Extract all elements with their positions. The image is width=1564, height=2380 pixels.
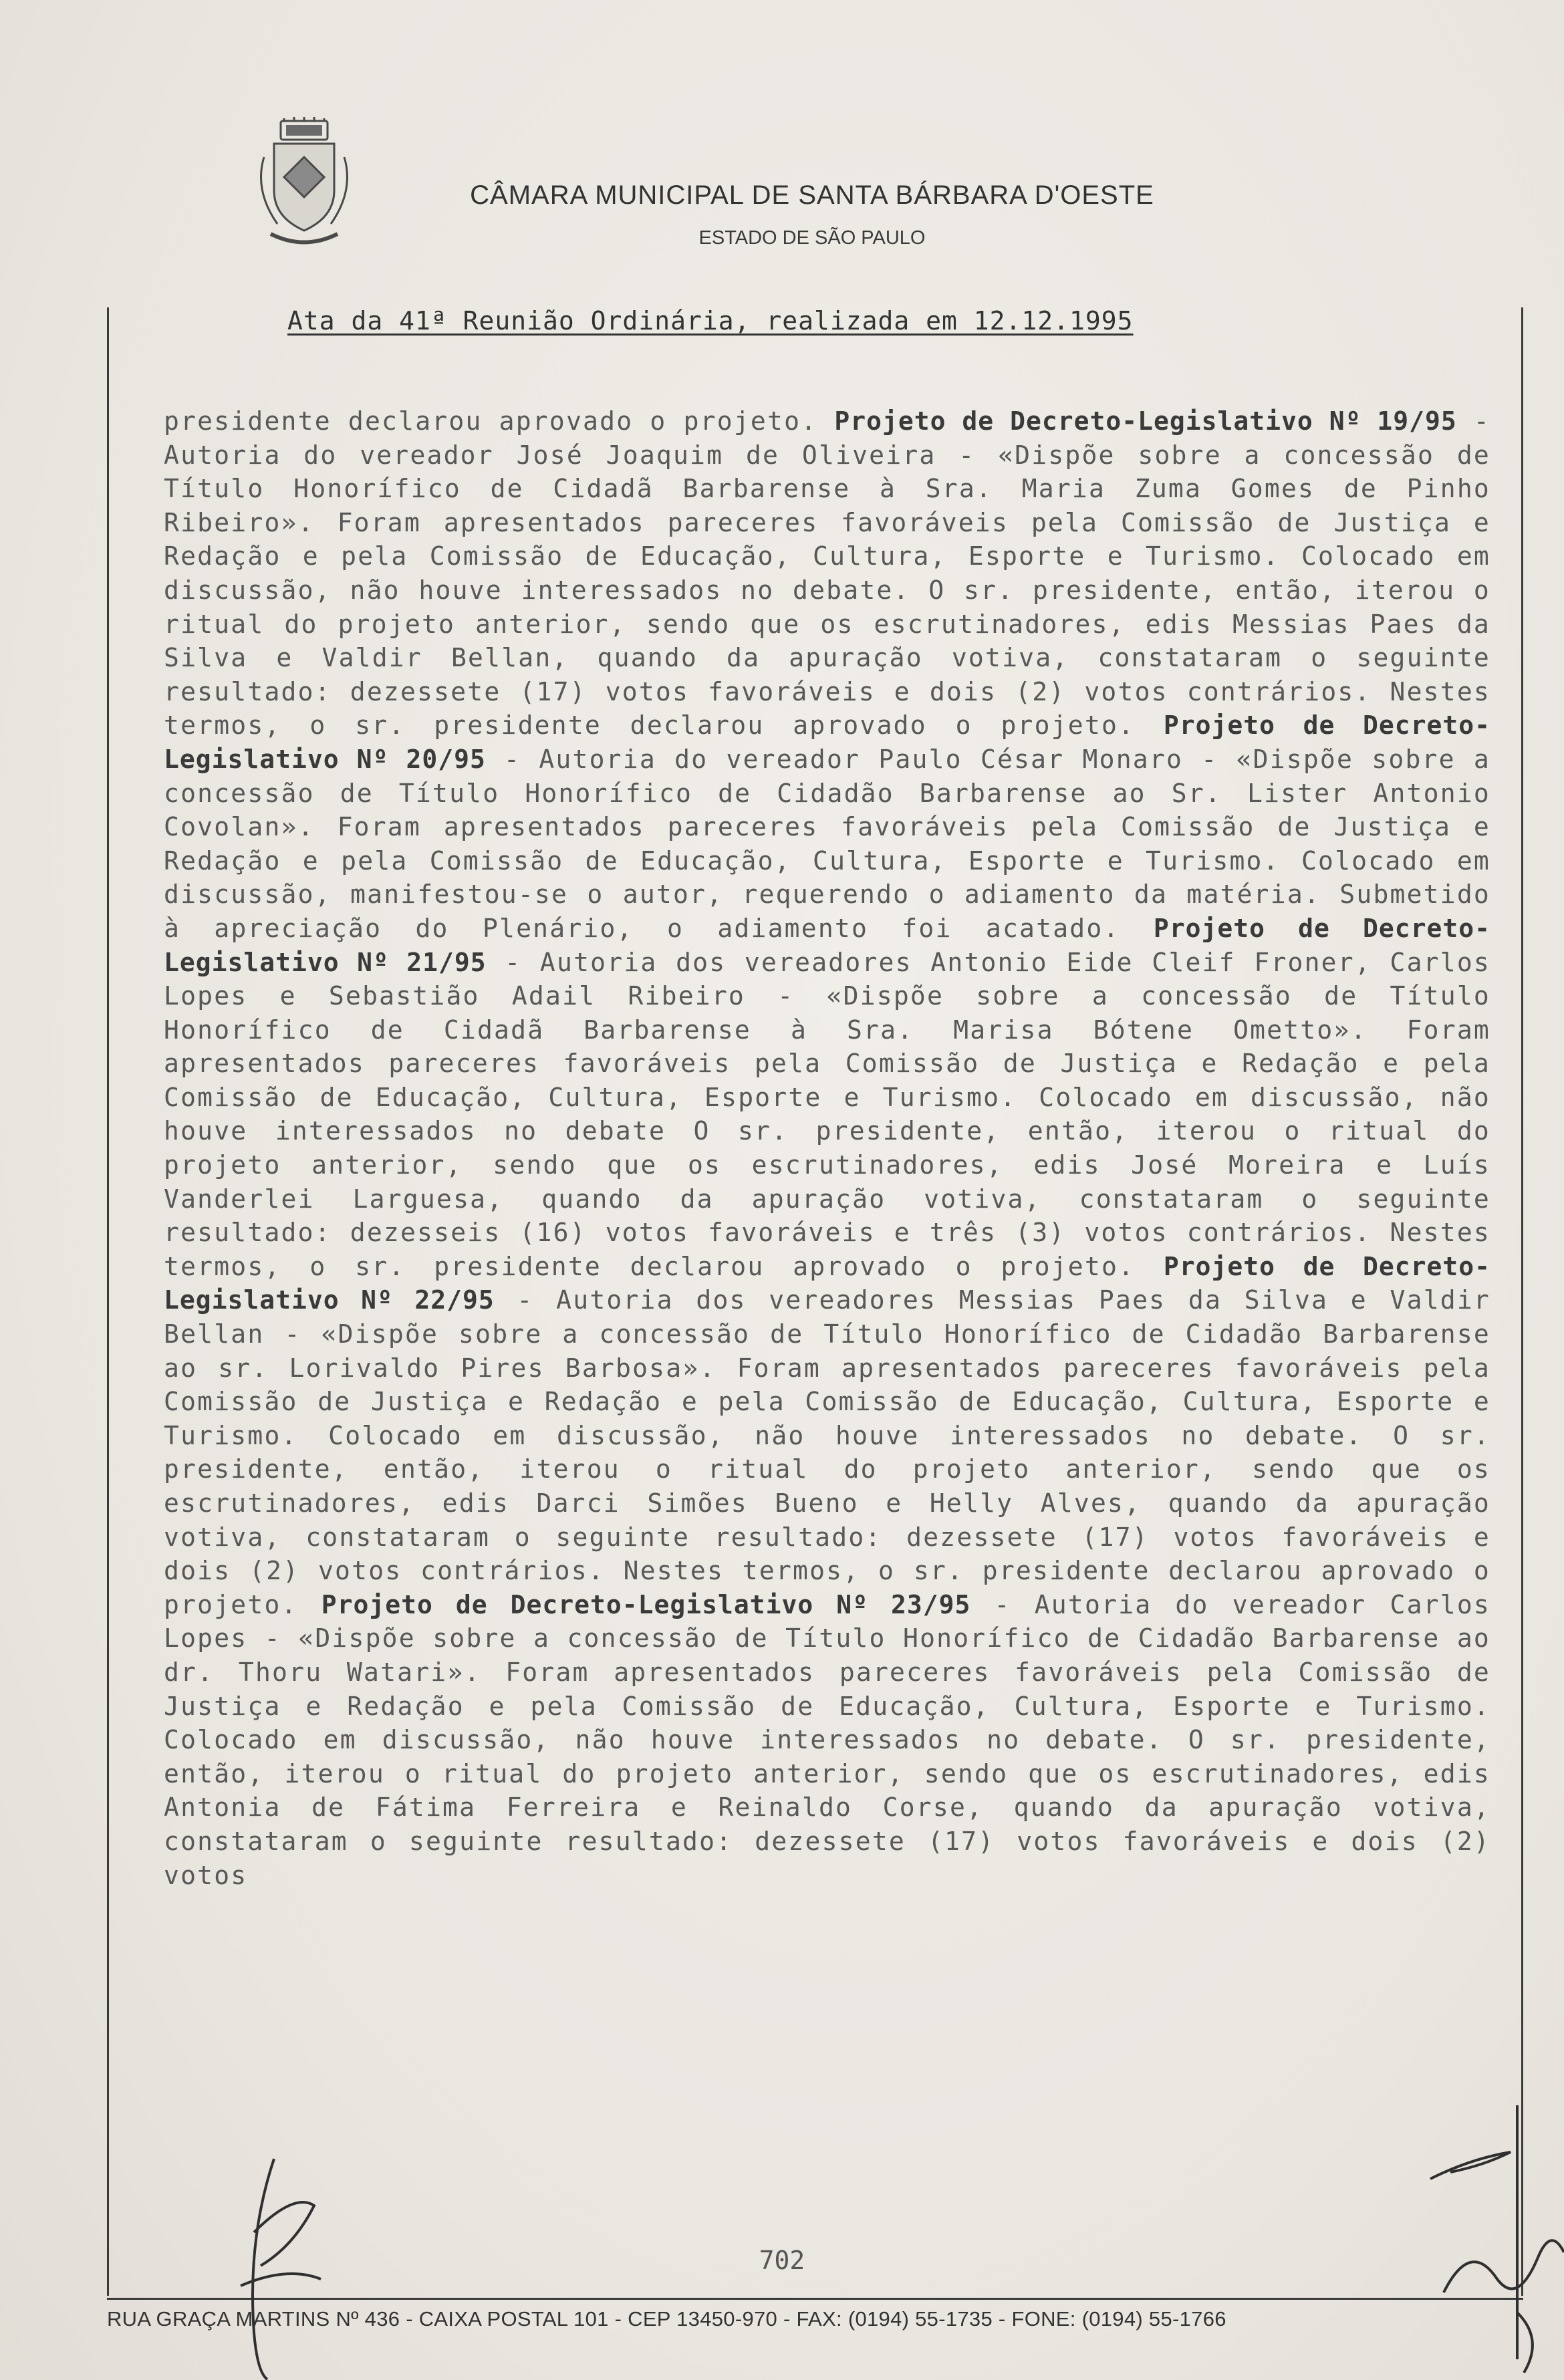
bill-heading: Projeto de Decreto-Legislativo Nº 22/95 [164,1251,1490,1315]
bill-heading: Projeto de Decreto-Legislativo Nº 20/95 [164,710,1490,774]
document-title: Ata da 41ª Reunião Ordinária, realizada em 12.12.1995 [287,306,1134,336]
bill-heading: Projeto de Decreto-Legislativo Nº 23/95 [321,1589,971,1619]
state-name: ESTADO DE SÃO PAULO [698,227,926,249]
page-number: 702 [759,2246,805,2275]
minutes-text: - Autoria dos vereadores Messias Paes da Silva e Valdir Bellan - «Dispõe sobre a concessão de Título Honorífico de Cidadão Barbarense ao sr. Lorivaldo Pires Barbosa». Foram apresentados pareceres favoráveis pela Comissão de Justiça e Redação e pela Comissão de Educação, Cultura, Esporte e Turismo. Colocado em discussão, não houve interessados no debate. O sr. presidente, então, iterou o ritual do projeto anterior, sendo que os escrutinadores, edis Darci Simões Bueno e Helly Alves, quando da apuração votiva, constataram o seguinte resultado: dezessete (17) votos favoráveis e dois (2) votos contrários. Nestes termos, o sr. presidente declarou aprovado o projeto. [164,1285,1490,1619]
institution-name: CÂMARA MUNICIPAL DE SANTA BÁRBARA D'OESTE [470,180,1154,210]
minutes-text: - Autoria do vereador Paulo César Monaro - «Dispõe sobre a concessão de Título Honorífico de Cidadão Barbarense ao Sr. Lister Antonio Covolan». Foram apresentados pareceres favoráveis pela Comissão de Justiça e Redação e pela Comissão de Educação, Cultura, Esporte e Turismo. Colocado em discussão, manifestou-se o autor, requerendo o adiamento da matéria. Submetido à apreciação do Plenário, o adiamento foi acatado. [164,744,1490,943]
footer-address: RUA GRAÇA MARTINS Nº 436 - CAIXA POSTAL 101 - CEP 13450-970 - FAX: (0194) 55-1735 - FONE: (0194) 55-1766 [107,2307,1226,2331]
minutes-text: presidente declarou aprovado o projeto. [164,406,835,436]
minutes-text: - Autoria dos vereadores Antonio Eide Cleif Froner, Carlos Lopes e Sebastião Adail Ribeiro - «Dispõe sobre a concessão de Título Honorífico de Cidadã Barbarense à Sra. Marisa Bótene Ometto». Foram apresentados pareceres favoráveis pela Comissão de Justiça e Redação e pela Comissão de Educação, Cultura, Esporte e Turismo. Colocado em discussão, não houve interessados no debate O sr. presidente, então, iterou o ritual do projeto anterior, sendo que os escrutinadores, edis José Moreira e Luís Vanderlei Larguesa, quando da apuração votiva, constataram o seguinte resultado: dezesseis (16) votos favoráveis e três (3) votos contrários. Nestes termos, o sr. presidente declarou aprovado o projeto. [164,947,1490,1281]
minutes-text: - Autoria do vereador Carlos Lopes - «Dispõe sobre a concessão de Título Honorífico de Cidadão Barbarense ao dr. Thoru Watari». Foram apresentados pareceres favoráveis pela Comissão de Justiça e Redação e pela Comissão de Educação, Cultura, Esporte e Turismo. Colocado em discussão, não houve interessados no debate. O sr. presidente, então, iterou o ritual do projeto anterior, sendo que os escrutinadores, edis Antonia de Fátima Ferreira e Reinaldo Corse, quando da apuração votiva, constataram o seguinte resultado: dezessete (17) votos favoráveis e dois (2) votos [164,1589,1490,1890]
signature-right [1417,2092,1564,2379]
minutes-text: - Autoria do vereador José Joaquim de Oliveira - «Dispõe sobre a concessão de Título Honorífico de Cidadã Barbarense à Sra. Maria Zuma Gomes de Pinho Ribeiro». Foram apresentados pareceres favoráveis pela Comissão de Justiça e Redação e pela Comissão de Educação, Cultura, Esporte e Turismo. Colocado em discussão, não houve interessados no debate. O sr. presidente, então, iterou o ritual do projeto anterior, sendo que os escrutinadores, edis Messias Paes da Silva e Valdir Bellan, quando da apuração votiva, constataram o seguinte resultado: dezessete (17) votos favoráveis e dois (2) votos contrários. Nestes termos, o sr. presidente declarou aprovado o projeto. [164,406,1490,741]
bill-heading: Projeto de Decreto-Legislativo Nº 19/95 [834,406,1457,436]
signature-left [214,2152,334,2380]
right-margin-rule [1521,307,1523,2296]
bill-heading: Projeto de Decreto-Legislativo Nº 21/95 [164,913,1490,977]
minutes-body [164,404,1490,2189]
minutes-paragraph [164,404,1490,1892]
left-margin-rule [107,307,109,2296]
